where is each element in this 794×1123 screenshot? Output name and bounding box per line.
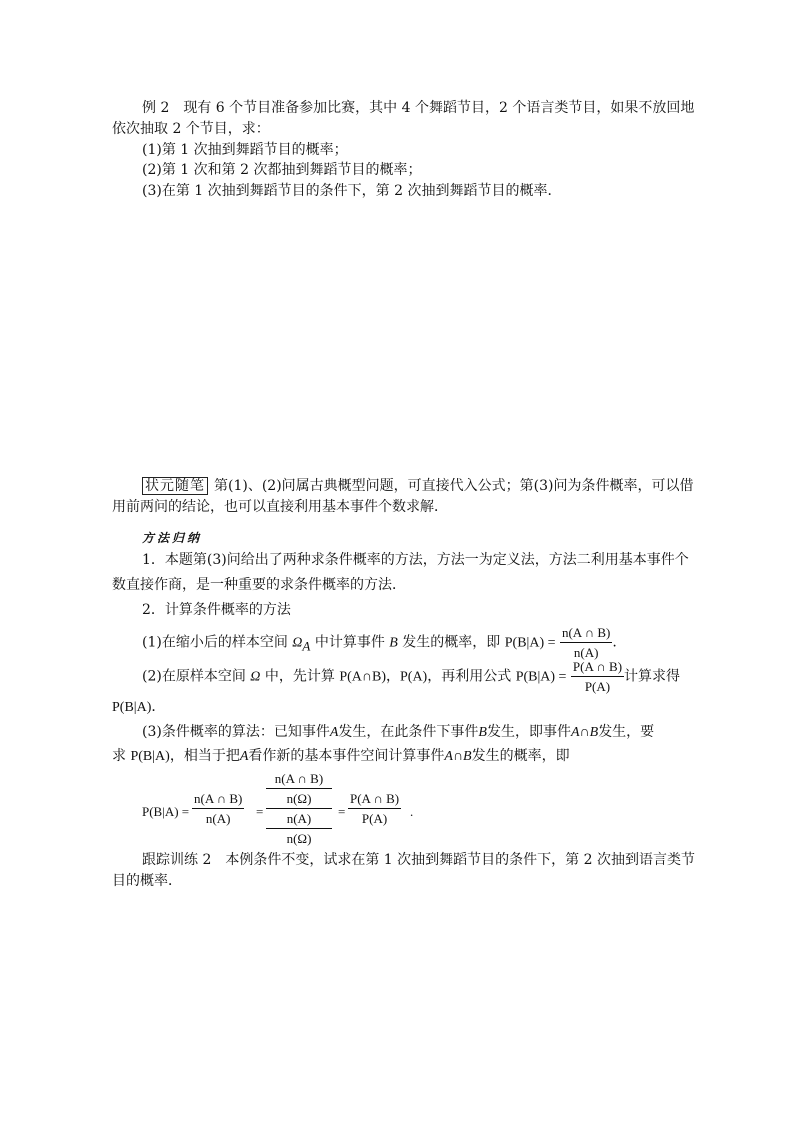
item3-text-g: 看作新的基本事件空间计算事件 [248,748,445,764]
question-2: (2)第 1 次和第 2 次都抽到舞蹈节目的概率； [142,162,422,178]
item2-text: (2)在原样本空间 [142,668,246,685]
item2-text-4: 计算求得 [624,668,681,685]
main-fraction-bar [266,808,332,809]
lower-fraction [266,810,332,847]
fraction-bar [571,676,624,677]
item3-text-d: 发生，要 [598,724,655,740]
item3-text-c: 发生，即事件 [486,724,571,740]
formula-lhs-2: P(B|A) = [515,669,567,685]
item2-text-3: ，再利用公式 [427,668,512,685]
omega-symbol-2: Ω [250,669,261,685]
fraction-numerator: n(A) [286,811,312,826]
method-p1-line-1: 1．本题第(3)问给出了两种求条件概率的方法，方法一为定义法，方法二利用基本事件个 [142,552,689,568]
tip-text-1: 第(1)、(2)问属古典概型问题，可直接代入公式；第(3)问为条件概率，可以借 [214,478,694,494]
question-3: (3)在第 1 次抽到舞蹈节目的条件下，第 2 次抽到舞蹈节目的概率． [142,183,562,199]
item1-text-3: 发生的概率，即 [402,634,501,651]
compound-fraction [266,770,332,847]
fraction-bar [560,642,612,643]
method-p2: 2．计算条件概率的方法 [142,602,291,618]
item2-end: ． [151,699,166,715]
training-line-2: 目的概率． [112,873,182,889]
tip-line-1 [142,476,694,496]
fraction-1 [560,624,612,661]
equals-1: = [256,804,264,819]
fraction-numerator: P(A ∩ B) [350,791,400,806]
fraction-bar [266,788,332,789]
p-b-given-a: P(B|A) [112,700,152,715]
fraction-denominator: n(A) [205,811,231,826]
fraction-4 [348,790,401,827]
fraction-denominator: n(A) [573,645,599,660]
event-a-2: A [239,749,249,764]
item1-end: . [612,634,617,651]
example-line-1: 例 2 现有 6 个节目准备参加比赛，其中 4 个舞蹈节目，2 个语言类节目，如果不放回地 [142,100,695,116]
method-p1-line-2: 数直接作商，是一种重要的求条件概率的方法． [112,577,406,593]
p-a-and-b: P(A∩B) [339,669,386,685]
item1-text-2: 中计算事件 [314,634,385,651]
fraction-denominator: n(Ω) [286,831,312,846]
fraction-bar [192,808,244,809]
method-item-3-line-2 [112,746,570,767]
question-1: (1)第 1 次抽到舞蹈节目的概率； [142,142,348,158]
fraction-numerator: n(A ∩ B) [274,771,324,786]
fraction-bar [266,828,332,829]
item3-text-a: (3)条件概率的算法：已知事件 [142,724,330,740]
fraction-3 [192,790,244,827]
event-a-and-b: A∩B [570,725,599,740]
tip-badge: 状元随笔 [142,477,208,495]
item2-sep: ， [386,668,400,685]
equals-2: = [338,804,346,819]
example-line-2: 依次抽取 2 个节目，求： [112,121,270,137]
omega-subscript: A [302,638,311,654]
formula-lhs: P(B|A) = [504,635,556,651]
fraction-numerator: n(A ∩ B) [194,791,243,806]
item3-text-f: ，相当于把 [169,748,240,764]
method-title: 方法归纳 [142,531,203,545]
fraction-2 [571,658,624,695]
fraction-denominator: n(Ω) [286,791,312,806]
item2-text-2: 中，先计算 [264,668,335,685]
fraction-bar [348,808,401,809]
event-b-2: B [478,725,487,740]
event-a-and-b-2: A∩B [444,749,472,764]
fraction-numerator: n(A ∩ B) [561,625,611,640]
fraction-numerator: P(A ∩ B) [572,659,623,674]
item1-text: (1)在缩小后的样本空间 [142,634,288,651]
fraction-denominator: P(A) [584,679,611,694]
formula-end: . [410,804,414,819]
method-item-2 [142,658,680,696]
fraction-denominator: P(A) [361,811,388,826]
omega-symbol: Ω [292,635,303,651]
p-a: P(A) [400,669,428,685]
method-item-3-line-1 [142,722,654,743]
item3-text-b: 发生，在此条件下事件 [338,724,479,740]
method-item-2-cont [112,697,165,718]
upper-fraction [266,770,332,807]
event-a: A [329,725,339,740]
training-line-1: 跟踪训练 2 本例条件不变，试求在第 1 次抽到舞蹈节目的条件下，第 2 次抽到语言类节 [142,852,695,868]
formula-lhs-3: P(B|A) = [142,804,190,819]
event-b: B [389,635,398,651]
tip-line-2: 用前两问的结论，也可以直接利用基本事件个数求解． [112,499,448,515]
item3-text-e: 求 [112,748,126,764]
item3-text-h: 发生的概率，即 [471,748,570,764]
p-b-given-a-2: P(B|A) [130,749,170,764]
